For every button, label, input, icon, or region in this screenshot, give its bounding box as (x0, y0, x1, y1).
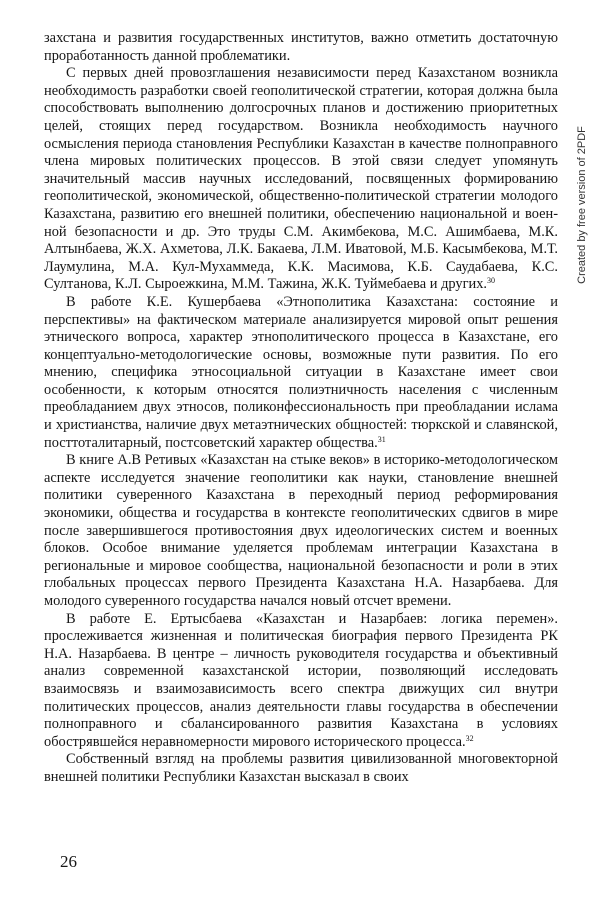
paragraph-text: В работе Е. Ертысбаева «Казахстан и Назарбаев: логика перемен». прослеживается жизненная и политическая биография первого Президента РК Н.А. Назарбаева. В центре – личность руководителя государства и объективный анализ современной казахстанской истории, позволяющий исследовать взаимосвязь и взаимозависимость всего спектра движущих сил внутри политических процессов, анализ деятельности главы государства в обеспечении полноправного и сбалансированного развития Казахстана в условиях обострявшейся неравномерности мирового исторического процесса. (44, 610, 558, 750)
page-number: 26 (60, 852, 77, 871)
paragraph-text: С первых дней провозглашения независимости перед Казахстаном возникла необходимость разработки своей геополитической стратегии, которая должна была способствовать выполнению долгосрочных планов и достижению приоритетных целей, стоящих перед государством. Возникла необходимость научного осмысления периода становления Республики Казахстан в качестве полноправного члена мировых политических процессов. В этой связи следует упомянуть значительный массив научных исследований, посвященных формированию геополитической, экономической, общественно-политической стратегии молодого Казахстана, развитию его внешней политики, обеспечению национальной и военной безопасности и др. Это труды С.М. Акимбекова, М.С. Ашимбаева, М.К. Алтынбаева, Ж.Х. Ахметова, Л.К. Бакаева, Л.М. Иватовой, М.Б. Касымбекова, М.Т. Лаумулина, М.А. Кул-Мухаммеда, К.К. Масимова, К.Б. Саудабаева, К.С. Султанова, К.Л. Сыроежкина, М.М. Тажина, Ж.К. Туймебаева и других. (44, 65, 558, 293)
paragraph (44, 294, 558, 452)
paragraph-text: В работе К.Е. Кушербаева «Этнополитика Казахстана: состояние и перспективы» на фактическом материале анализируется мировой опыт решения этнического вопроса, характер этнополитического процесса в Казахстане, его концептуально-методологические основы, возможные пути развития. По его мнению, специфика этносоциальной ситуации в Казахстане имеет свои особенности, к которым относятся полиэтничность населения с численным преобладанием двух этносов, поликонфессиональность при преобладании ислама и христианства, наличие двух метаэтнических общностей: тюркской и славянской, посттоталитарный, постсоветский характер общества. (44, 293, 558, 451)
paragraph: В книге А.В Ретивых «Казахстан на стыке веков» в историко-методологическом аспекте исследуется значение геополитики как науки, становление внешней политики суверенного Казахстана в переходный период реформирования экономики, общества и государства в контексте геополитических сдвигов в мире после завершившегося противостояния двух идеологических систем и военных блоков. Особое внимание уделяется проблемам интеграции Казахстана в региональные и мировое сообщества, национальной безопасности и роли в этих глобальных процессах первого Президента Казахстана Н.А. Назарбаева. Для молодого суверенного государства начался новый отсчет времени. (44, 452, 558, 609)
page-text-column (44, 30, 558, 787)
footnote-marker: 32 (465, 733, 474, 743)
watermark-text: Created by free version of 2PDF (576, 126, 588, 284)
paragraph: Собственный взгляд на проблемы развития цивилизованной многовекторной внешней политики Республики Казахстан высказал в своих (44, 751, 558, 785)
footnote-marker: 30 (487, 276, 495, 286)
paragraph (44, 611, 558, 752)
footnote-marker: 31 (377, 434, 386, 444)
paragraph (44, 65, 558, 294)
paragraph: захстана и развития государственных институтов, важно отметить достаточную проработанность данной проблематики. (44, 30, 558, 64)
